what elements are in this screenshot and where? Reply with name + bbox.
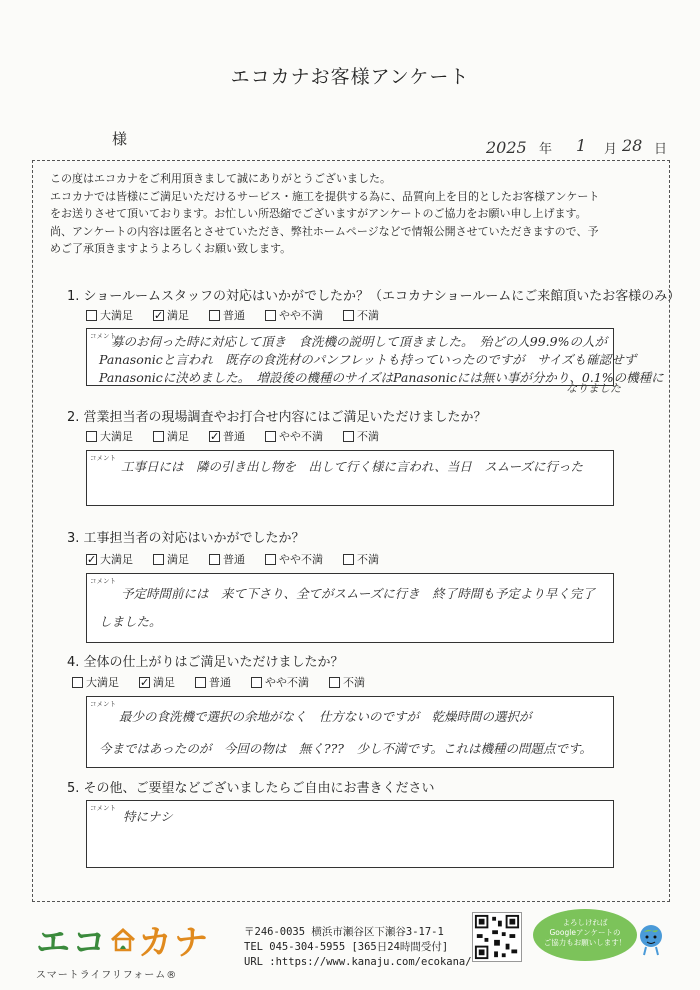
intro-line: この度はエコカナをご利用頂きまして誠にありがとうございました。	[50, 172, 391, 185]
comment-box-3[interactable]	[86, 573, 614, 643]
rating-option[interactable]	[72, 674, 119, 690]
bubble-line: Googleアンケートの	[549, 928, 621, 937]
checkbox[interactable]	[195, 677, 206, 688]
date-year: 2025	[486, 138, 527, 157]
rating-options-1	[86, 307, 399, 323]
customer-name-suffix: 様	[112, 130, 128, 148]
rating-option-label: 満足	[167, 553, 189, 566]
website-url[interactable]: URL :https://www.kanaju.com/ecokana/	[244, 956, 472, 968]
bubble-line: ご協力もお願いします！	[543, 938, 627, 947]
comment-line: 最少の食洗機で選択の余地がなく 仕方ないのですが 乾燥時間の選択が	[119, 709, 532, 724]
comment-line: 特にナシ	[123, 809, 173, 824]
intro-line: めご了承頂きますようよろしくお願い致します。	[50, 242, 292, 256]
rating-option[interactable]	[343, 307, 379, 323]
question-4: 4. 全体の仕上がりはご満足いただけましたか？	[67, 655, 344, 670]
comment-line: 今まではあったのが 今回の物は 無く??? 少し不満です。これは機種の問題点です。	[99, 741, 592, 756]
comment-label: コメント	[90, 700, 116, 708]
rating-option-label: 満足	[167, 309, 189, 322]
house-icon	[110, 927, 136, 953]
logo-text-kana: カナ	[138, 923, 210, 963]
rating-option[interactable]	[329, 674, 365, 690]
comment-label: コメント	[90, 577, 116, 585]
checkbox[interactable]	[86, 310, 97, 321]
checkbox[interactable]	[153, 431, 164, 442]
rating-option[interactable]	[343, 428, 379, 444]
rating-option-label: 不満	[357, 430, 379, 443]
ecokana-logo	[36, 915, 210, 981]
rating-option-label: 不満	[357, 309, 379, 322]
checkbox[interactable]	[343, 431, 354, 442]
rating-option[interactable]	[343, 551, 379, 567]
checkbox[interactable]	[265, 310, 276, 321]
checkbox[interactable]	[72, 677, 83, 688]
google-survey-bubble[interactable]	[533, 909, 637, 961]
date-day: 28	[622, 136, 643, 155]
rating-option-label: 満足	[167, 430, 189, 443]
rating-option[interactable]	[86, 428, 133, 444]
comment-line: Panasonicに決めました。 増設後の機種のサイズはPanasonicには無い事が分かり、0.1%の機種に	[99, 370, 664, 385]
checkbox[interactable]	[329, 677, 340, 688]
question-5: 5. その他、ご要望などございましたらご自由にお書きください	[67, 781, 435, 796]
question-2: 2. 営業担当者の現場調査やお打合せ内容にはご満足いただけましたか？	[67, 410, 487, 425]
phone: TEL 045-304-5955 [365日24時間受付]	[244, 941, 449, 953]
checkbox-checked[interactable]	[153, 310, 164, 321]
checkbox-checked[interactable]	[139, 677, 150, 688]
date-month-label: 月	[604, 142, 618, 157]
rating-option-label: やや不満	[265, 676, 309, 689]
rating-option[interactable]	[153, 551, 189, 567]
intro-line: エコカナでは皆様にご満足いただけるサービス・施工を提供する為に、品質向上を目的としたお客様アンケート	[50, 189, 600, 203]
rating-option[interactable]	[265, 307, 323, 323]
checkbox[interactable]	[265, 554, 276, 565]
checkbox[interactable]	[343, 554, 354, 565]
comment-line: 予定時間前には 来て下さり、全てがスムーズに行き 終了時間も予定より早く完了	[121, 586, 595, 601]
rating-option-label: 大満足	[100, 553, 133, 566]
rating-option-label: 普通	[223, 430, 245, 443]
date-year-label: 年	[539, 142, 553, 157]
rating-options-2	[86, 428, 399, 444]
comment-line: しました。	[99, 614, 162, 629]
comment-overflow: なりました	[566, 382, 621, 395]
contact-info	[244, 925, 472, 970]
rating-option[interactable]	[251, 674, 309, 690]
rating-options-4	[72, 674, 385, 690]
rating-option-label: 満足	[153, 676, 175, 689]
checkbox[interactable]	[209, 310, 220, 321]
checkbox[interactable]	[86, 431, 97, 442]
rating-options-3	[86, 551, 399, 567]
rating-option-label: やや不満	[279, 309, 323, 322]
bubble-line: よろしければ	[562, 918, 608, 927]
checkbox[interactable]	[153, 554, 164, 565]
intro-text	[50, 170, 650, 258]
checkbox[interactable]	[209, 554, 220, 565]
logo-text-eco: エコ	[36, 923, 108, 963]
comment-box-5[interactable]	[86, 800, 614, 868]
comment-label: コメント	[90, 804, 116, 812]
intro-line: をお送りさせて頂いております。お忙しい所恐縮でございますがアンケートのご協力をお願い申し上げます。	[50, 207, 587, 221]
mascot-icon	[636, 922, 666, 958]
question-1: 1. ショールームスタッフの対応はいかがでしたか？（エコカナショールームにご来館頂いたお客様のみ）	[67, 289, 681, 304]
rating-option-label: 不満	[357, 553, 379, 566]
address: 〒246-0035 横浜市瀬谷区下瀬谷3-17-1	[244, 926, 444, 938]
date-day-label: 日	[654, 142, 668, 157]
checkbox-checked[interactable]	[86, 554, 97, 565]
survey-title: エコカナお客様アンケート	[230, 66, 470, 88]
rating-option-label: 普通	[223, 553, 245, 566]
checkbox[interactable]	[251, 677, 262, 688]
question-3: 3. 工事担当者の対応はいかがでしたか？	[67, 531, 305, 546]
rating-option[interactable]	[265, 428, 323, 444]
rating-option[interactable]	[265, 551, 323, 567]
comment-label: コメント	[90, 454, 116, 462]
rating-option[interactable]	[195, 674, 231, 690]
comment-line: 工事日には 隣の引き出し物を 出して行く様に言われ、当日 スムーズに行った	[121, 459, 584, 474]
checkbox[interactable]	[343, 310, 354, 321]
comment-box-4[interactable]	[86, 696, 614, 768]
rating-option-label: 大満足	[100, 309, 133, 322]
rating-option[interactable]	[209, 307, 245, 323]
rating-option-label: やや不満	[279, 430, 323, 443]
logo-subtitle: スマートライフリフォーム®	[36, 970, 178, 981]
rating-option[interactable]	[209, 428, 245, 444]
date-month: 1	[576, 136, 587, 155]
comment-box-2[interactable]	[86, 450, 614, 506]
rating-option-label: 大満足	[86, 676, 119, 689]
checkbox-checked[interactable]	[209, 431, 220, 442]
rating-option-label: 不満	[343, 676, 365, 689]
rating-option-label: 大満足	[100, 430, 133, 443]
comment-box-1[interactable]	[86, 328, 664, 386]
rating-option[interactable]	[153, 428, 189, 444]
rating-option-label: 普通	[223, 309, 245, 322]
rating-option-label: やや不満	[279, 553, 323, 566]
rating-option[interactable]	[153, 307, 189, 323]
rating-option-label: 普通	[209, 676, 231, 689]
intro-line: 尚、アンケートの内容は匿名とさせていただき、弊社ホームページなどで情報公開させていただきますので、予	[50, 224, 599, 238]
checkbox[interactable]	[265, 431, 276, 442]
comment-label: コメント	[90, 332, 116, 340]
comment-line: 募のお伺った時に対応して頂き 食洗機の説明して頂きました。 殆どの人99.9%の人が	[111, 334, 607, 349]
qr-code-icon[interactable]	[472, 912, 522, 962]
rating-option[interactable]	[86, 307, 133, 323]
rating-option[interactable]	[209, 551, 245, 567]
rating-option[interactable]	[86, 551, 133, 567]
comment-line: Panasonicと言われ 既存の食洗材のパンフレットも持っていったのですが サイズも確認せず	[99, 352, 637, 367]
rating-option[interactable]	[139, 674, 175, 690]
